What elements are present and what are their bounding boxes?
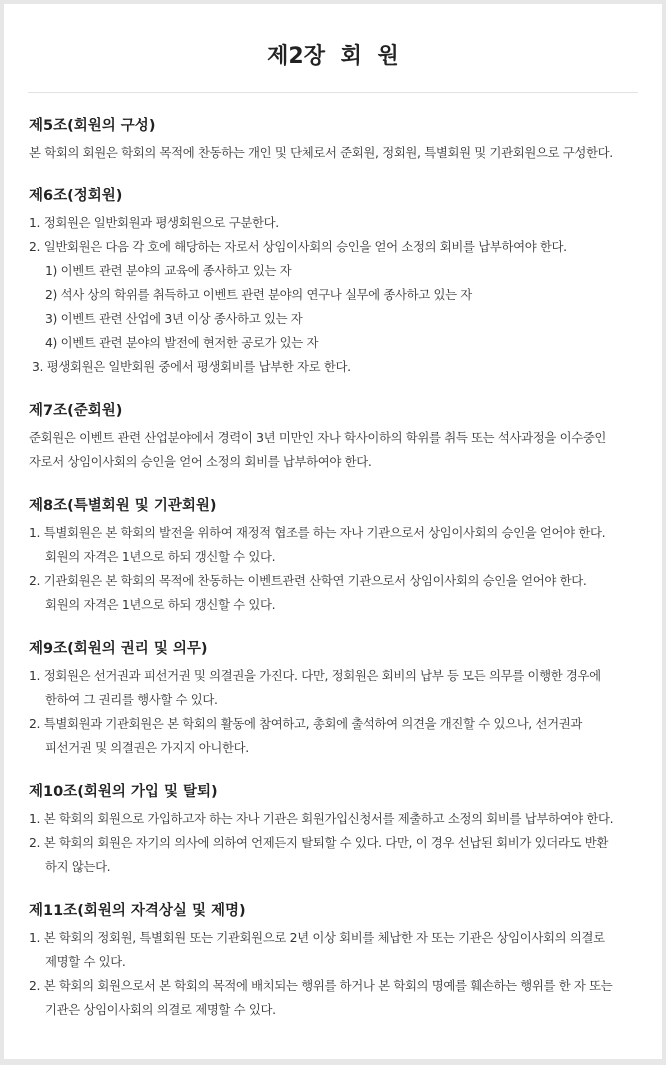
article-line-continued: 피선거권 및 의결권은 가지지 아니한다. [45, 740, 249, 755]
document-page [4, 4, 662, 1059]
article-subitem: 3) 이벤트 관련 산업에 3년 이상 종사하고 있는 자 [45, 311, 303, 326]
article-line-continued: 회원의 자격은 1년으로 하되 갱신할 수 있다. [45, 549, 276, 564]
article-heading: 제7조(준회원) [29, 403, 123, 419]
article-line: 준회원은 이벤트 관련 산업분야에서 경력이 3년 미만인 자나 학사이하의 학위를 취득 또는 석사과정을 이수중인 [29, 430, 607, 445]
article-subitem: 2) 석사 상의 학위를 취득하고 이벤트 관련 분야의 연구나 실무에 종사하고 있는 자 [45, 287, 472, 302]
article-6 [29, 186, 644, 379]
article-line-continued: 회원의 자격은 1년으로 하되 갱신할 수 있다. [45, 597, 276, 612]
article-8 [29, 496, 644, 617]
article-line: 2. 본 학회의 회원은 자기의 의사에 의하여 언제든지 탈퇴할 수 있다. 다만, 이 경우 선납된 회비가 있더라도 반환 [29, 835, 608, 850]
article-line: 1. 본 학회의 정회원, 특별회원 또는 기관회원으로 2년 이상 회비를 체납한 자 또는 기관은 상임이사회의 의결로 [29, 930, 605, 945]
article-heading: 제10조(회원의 가입 및 탈퇴) [29, 784, 218, 800]
article-line-continued: 한하여 그 권리를 행사할 수 있다. [45, 692, 218, 707]
article-heading: 제9조(회원의 권리 및 의무) [29, 641, 208, 657]
article-line: 자로서 상임이사회의 승인을 얻어 소정의 회비를 납부하여야 한다. [29, 454, 372, 469]
article-line: 1. 특별회원은 본 학회의 발전을 위하여 재정적 협조를 하는 자나 기관으로서 상임이사회의 승인을 얻어야 한다. [29, 525, 606, 540]
article-line: 본 학회의 회원은 학회의 목적에 찬동하는 개인 및 단체로서 준회원, 정회원, 특별회원 및 기관회원으로 구성한다. [29, 145, 613, 160]
article-line: 1. 정회원은 선거권과 피선거권 및 의결권을 가진다. 다만, 정회원은 회비의 납부 등 모든 의무를 이행한 경우에 [29, 668, 601, 683]
article-line: 2. 일반회원은 다음 각 호에 해당하는 자로서 상임이사회의 승인을 얻어 소정의 회비를 납부하여야 한다. [29, 239, 567, 254]
article-heading: 제5조(회원의 구성) [29, 118, 156, 134]
article-5 [29, 116, 644, 165]
chapter-title: 제2장 회 원 [267, 44, 399, 69]
article-line: 2. 특별회원과 기관회원은 본 학회의 활동에 참여하고, 총회에 출석하여 의견을 개진할 수 있으나, 선거권과 [29, 716, 582, 731]
title-divider [28, 92, 638, 93]
article-heading: 제8조(특별회원 및 기관회원) [29, 498, 217, 514]
article-line: 2. 본 학회의 회원으로서 본 학회의 목적에 배치되는 행위를 하거나 본 학회의 명예를 훼손하는 행위를 한 자 또는 [29, 978, 613, 993]
article-line-continued: 하지 않는다. [45, 859, 111, 874]
article-subitem: 1) 이벤트 관련 분야의 교육에 종사하고 있는 자 [45, 263, 292, 278]
article-7 [29, 401, 644, 474]
article-subitem: 4) 이벤트 관련 분야의 발전에 현저한 공로가 있는 자 [45, 335, 319, 350]
article-line: 2. 기관회원은 본 학회의 목적에 찬동하는 이벤트관련 산학연 기관으로서 상임이사회의 승인을 얻어야 한다. [29, 573, 587, 588]
article-9 [29, 639, 644, 760]
article-11 [29, 901, 644, 1022]
article-heading: 제6조(정회원) [29, 188, 123, 204]
article-heading: 제11조(회원의 자격상실 및 제명) [29, 903, 246, 919]
article-line: 1. 정회원은 일반회원과 평생회원으로 구분한다. [29, 215, 279, 230]
article-10 [29, 782, 644, 879]
article-line: 3. 평생회원은 일반회원 중에서 평생회비를 납부한 자로 한다. [32, 359, 351, 374]
article-line: 1. 본 학회의 회원으로 가입하고자 하는 자나 기관은 회원가입신청서를 제출하고 소정의 회비를 납부하여야 한다. [29, 811, 614, 826]
article-line-continued: 제명할 수 있다. [45, 954, 126, 969]
article-line-continued: 기관은 상임이사회의 의결로 제명할 수 있다. [45, 1002, 276, 1017]
